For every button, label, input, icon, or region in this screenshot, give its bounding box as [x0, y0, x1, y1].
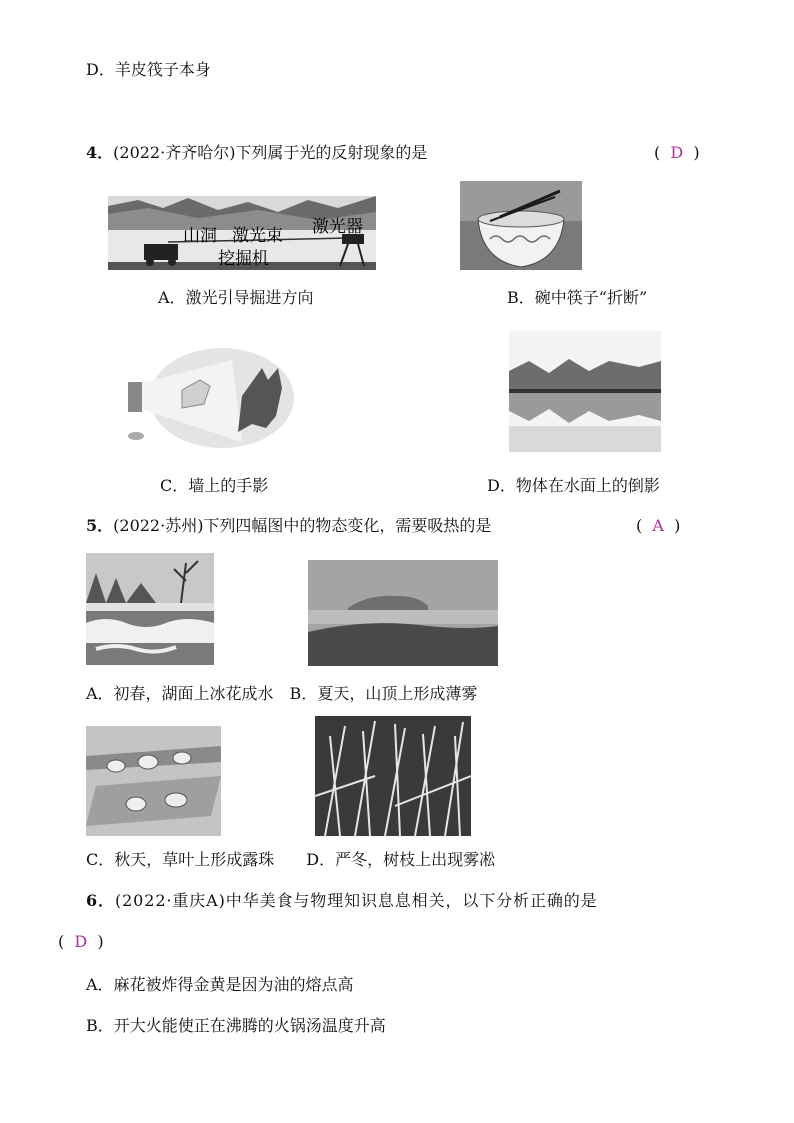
- q4-number: 4．: [86, 143, 114, 162]
- q4-option-b: B．碗中筷子“折断”: [507, 288, 648, 307]
- label-cave: 山洞: [183, 226, 217, 246]
- q5-options-ab: A．初春，湖面上冰花成水 B．夏天，山顶上形成薄雾: [86, 684, 478, 703]
- q4-stem: (2022·齐齐哈尔)下列属于光的反射现象的是: [113, 143, 428, 162]
- paren-close: ): [97, 932, 104, 951]
- q6-option-b: B．开大火能使正在沸腾的火锅汤温度升高: [86, 1016, 386, 1035]
- label-laser: 激光器: [312, 217, 363, 237]
- q6-answer-bracket: [58, 932, 104, 952]
- paren-open: (: [58, 932, 65, 951]
- figure-melting-ice: [86, 553, 214, 665]
- q5-number: 5．: [86, 516, 114, 535]
- q6-stem: (2022·重庆A)中华美食与物理知识息息相关，以下分析正确的是: [114, 891, 598, 910]
- label-machine: 挖掘机: [218, 249, 269, 269]
- paren-close: ): [674, 516, 681, 535]
- q5-options-cd: C．秋天，草叶上形成露珠 D．严冬，树枝上出现雾凇: [86, 850, 496, 869]
- figure-mountain-mist: [308, 560, 498, 666]
- q4-option-d: D．物体在水面上的倒影: [487, 476, 660, 495]
- q4-stem-line: [86, 143, 427, 163]
- figure-hand-shadow: [122, 346, 294, 450]
- q5-stem-line: [86, 516, 491, 536]
- q4-option-a: A．激光引导掘进方向: [158, 288, 314, 307]
- paren-open: (: [636, 516, 643, 535]
- figure-lake-reflection: [509, 331, 661, 452]
- figure-laser-tunnel: [108, 196, 376, 270]
- q5-stem: (2022·苏州)下列四幅图中的物态变化，需要吸热的是: [113, 516, 492, 535]
- q4-option-c: C．墙上的手影: [160, 476, 269, 495]
- q6-stem-line: [86, 891, 598, 911]
- figure-rime-frost: [315, 716, 471, 836]
- q6-answer: D: [74, 932, 88, 951]
- paren-close: ): [693, 143, 700, 162]
- q6-option-a: A．麻花被炸得金黄是因为油的熔点高: [86, 975, 354, 994]
- q6-number: 6．: [86, 891, 115, 910]
- label-beam: 激光束: [232, 226, 283, 246]
- figure-bowl-chopstick: [460, 181, 582, 270]
- paren-open: (: [654, 143, 661, 162]
- q4-answer-bracket: [654, 143, 700, 163]
- figure-dew-drops: [86, 726, 221, 836]
- q3-option-d: D．羊皮筏子本身: [86, 60, 211, 79]
- q5-answer-bracket: [636, 516, 680, 536]
- q5-answer: A: [652, 516, 664, 535]
- q4-answer: D: [670, 143, 684, 162]
